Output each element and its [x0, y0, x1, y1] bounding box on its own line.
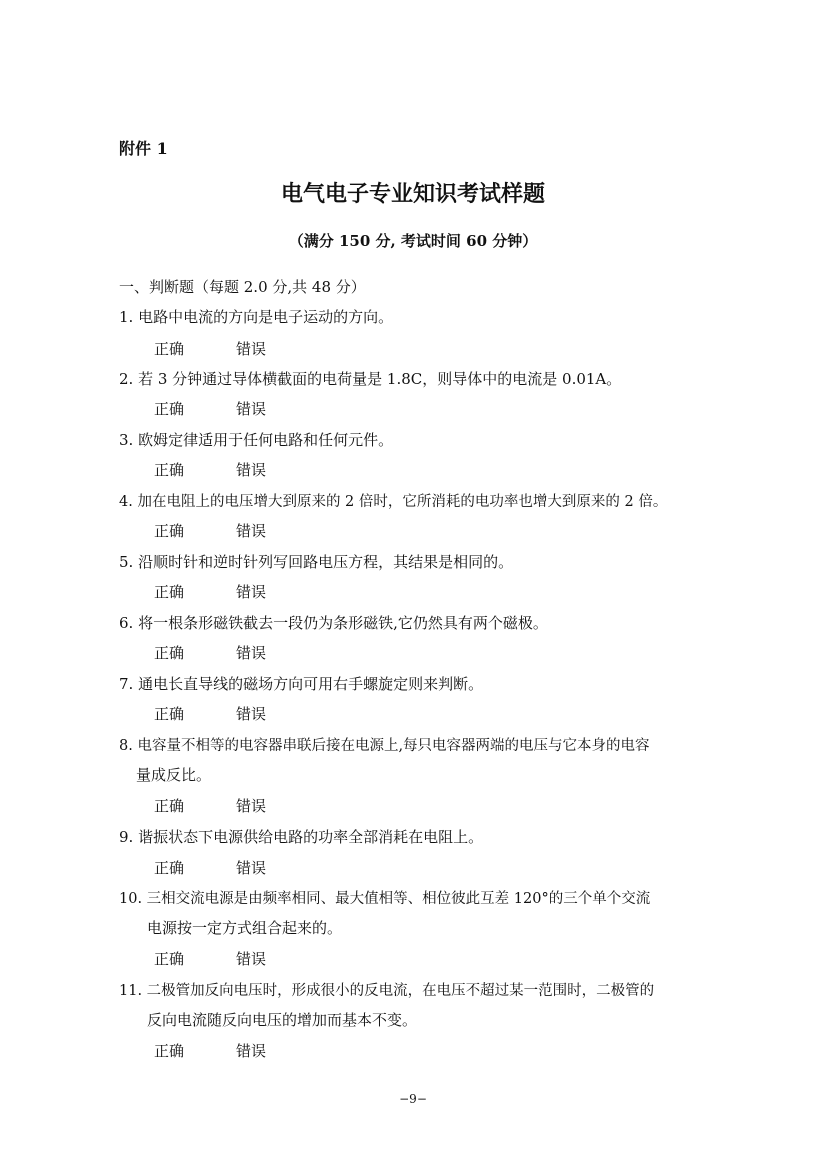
question-text: 2. 若 3 分钟通过导体横截面的电荷量是 1.8C，则导体中的电流是 0.01A。	[119, 370, 622, 388]
option-false[interactable]: 错误	[236, 400, 267, 418]
question-text: 10. 三相交流电源是由频率相同、最大值相等、相位彼此互差 120°的三个单个交流	[119, 891, 651, 907]
option-false[interactable]: 错误	[236, 583, 267, 601]
option-true[interactable]: 正确	[154, 522, 185, 540]
question-text: 6. 将一根条形磁铁截去一段仍为条形磁铁,它仍然具有两个磁极。	[119, 614, 548, 632]
question-text-continued: 电源按一定方式组合起来的。	[147, 919, 343, 937]
option-true[interactable]: 正确	[154, 797, 185, 815]
question-text: 5. 沿顺时针和逆时针列写回路电压方程，其结果是相同的。	[119, 553, 514, 571]
option-true[interactable]: 正确	[154, 340, 185, 358]
option-true[interactable]: 正确	[154, 950, 185, 968]
option-false[interactable]: 错误	[236, 644, 267, 662]
option-true[interactable]: 正确	[154, 1042, 185, 1060]
option-false[interactable]: 错误	[236, 522, 267, 540]
page-number: −9−	[399, 1092, 427, 1106]
question-text: 1. 电路中电流的方向是电子运动的方向。	[119, 308, 394, 326]
question-text: 3. 欧姆定律适用于任何电路和任何元件。	[119, 431, 394, 449]
option-false[interactable]: 错误	[236, 797, 267, 815]
page-title: 电气电子专业知识考试样题	[280, 181, 545, 207]
option-false[interactable]: 错误	[236, 461, 267, 479]
option-false[interactable]: 错误	[236, 859, 267, 877]
question-text: 9. 谐振状态下电源供给电路的功率全部消耗在电阻上。	[119, 828, 484, 846]
option-true[interactable]: 正确	[154, 859, 185, 877]
option-false[interactable]: 错误	[236, 340, 267, 358]
option-true[interactable]: 正确	[154, 705, 185, 723]
question-text: 7. 通电长直导线的磁场方向可用右手螺旋定则来判断。	[119, 675, 484, 693]
question-text: 8. 电容量不相等的电容器串联后接在电源上,每只电容器两端的电压与它本身的电容	[119, 738, 650, 754]
option-true[interactable]: 正确	[154, 583, 185, 601]
question-text-continued: 反向电流随反向电压的增加而基本不变。	[147, 1011, 418, 1029]
section-heading: 一、判断题（每题 2.0 分,共 48 分）	[119, 278, 366, 296]
annex-label: 附件 1	[119, 139, 168, 158]
option-true[interactable]: 正确	[154, 644, 185, 662]
option-true[interactable]: 正确	[154, 400, 185, 418]
option-false[interactable]: 错误	[236, 950, 267, 968]
question-text-continued: 量成反比。	[136, 766, 212, 784]
option-true[interactable]: 正确	[154, 461, 185, 479]
option-false[interactable]: 错误	[236, 705, 267, 723]
question-text: 4. 加在电阻上的电压增大到原来的 2 倍时，它所消耗的电功率也增大到原来的 2 倍。	[119, 494, 668, 510]
option-false[interactable]: 错误	[236, 1042, 267, 1060]
question-text: 11. 二极管加反向电压时，形成很小的反电流，在电压不超过某一范围时，二极管的	[119, 983, 655, 999]
page-subtitle: （满分 150 分, 考试时间 60 分钟）	[288, 232, 538, 250]
